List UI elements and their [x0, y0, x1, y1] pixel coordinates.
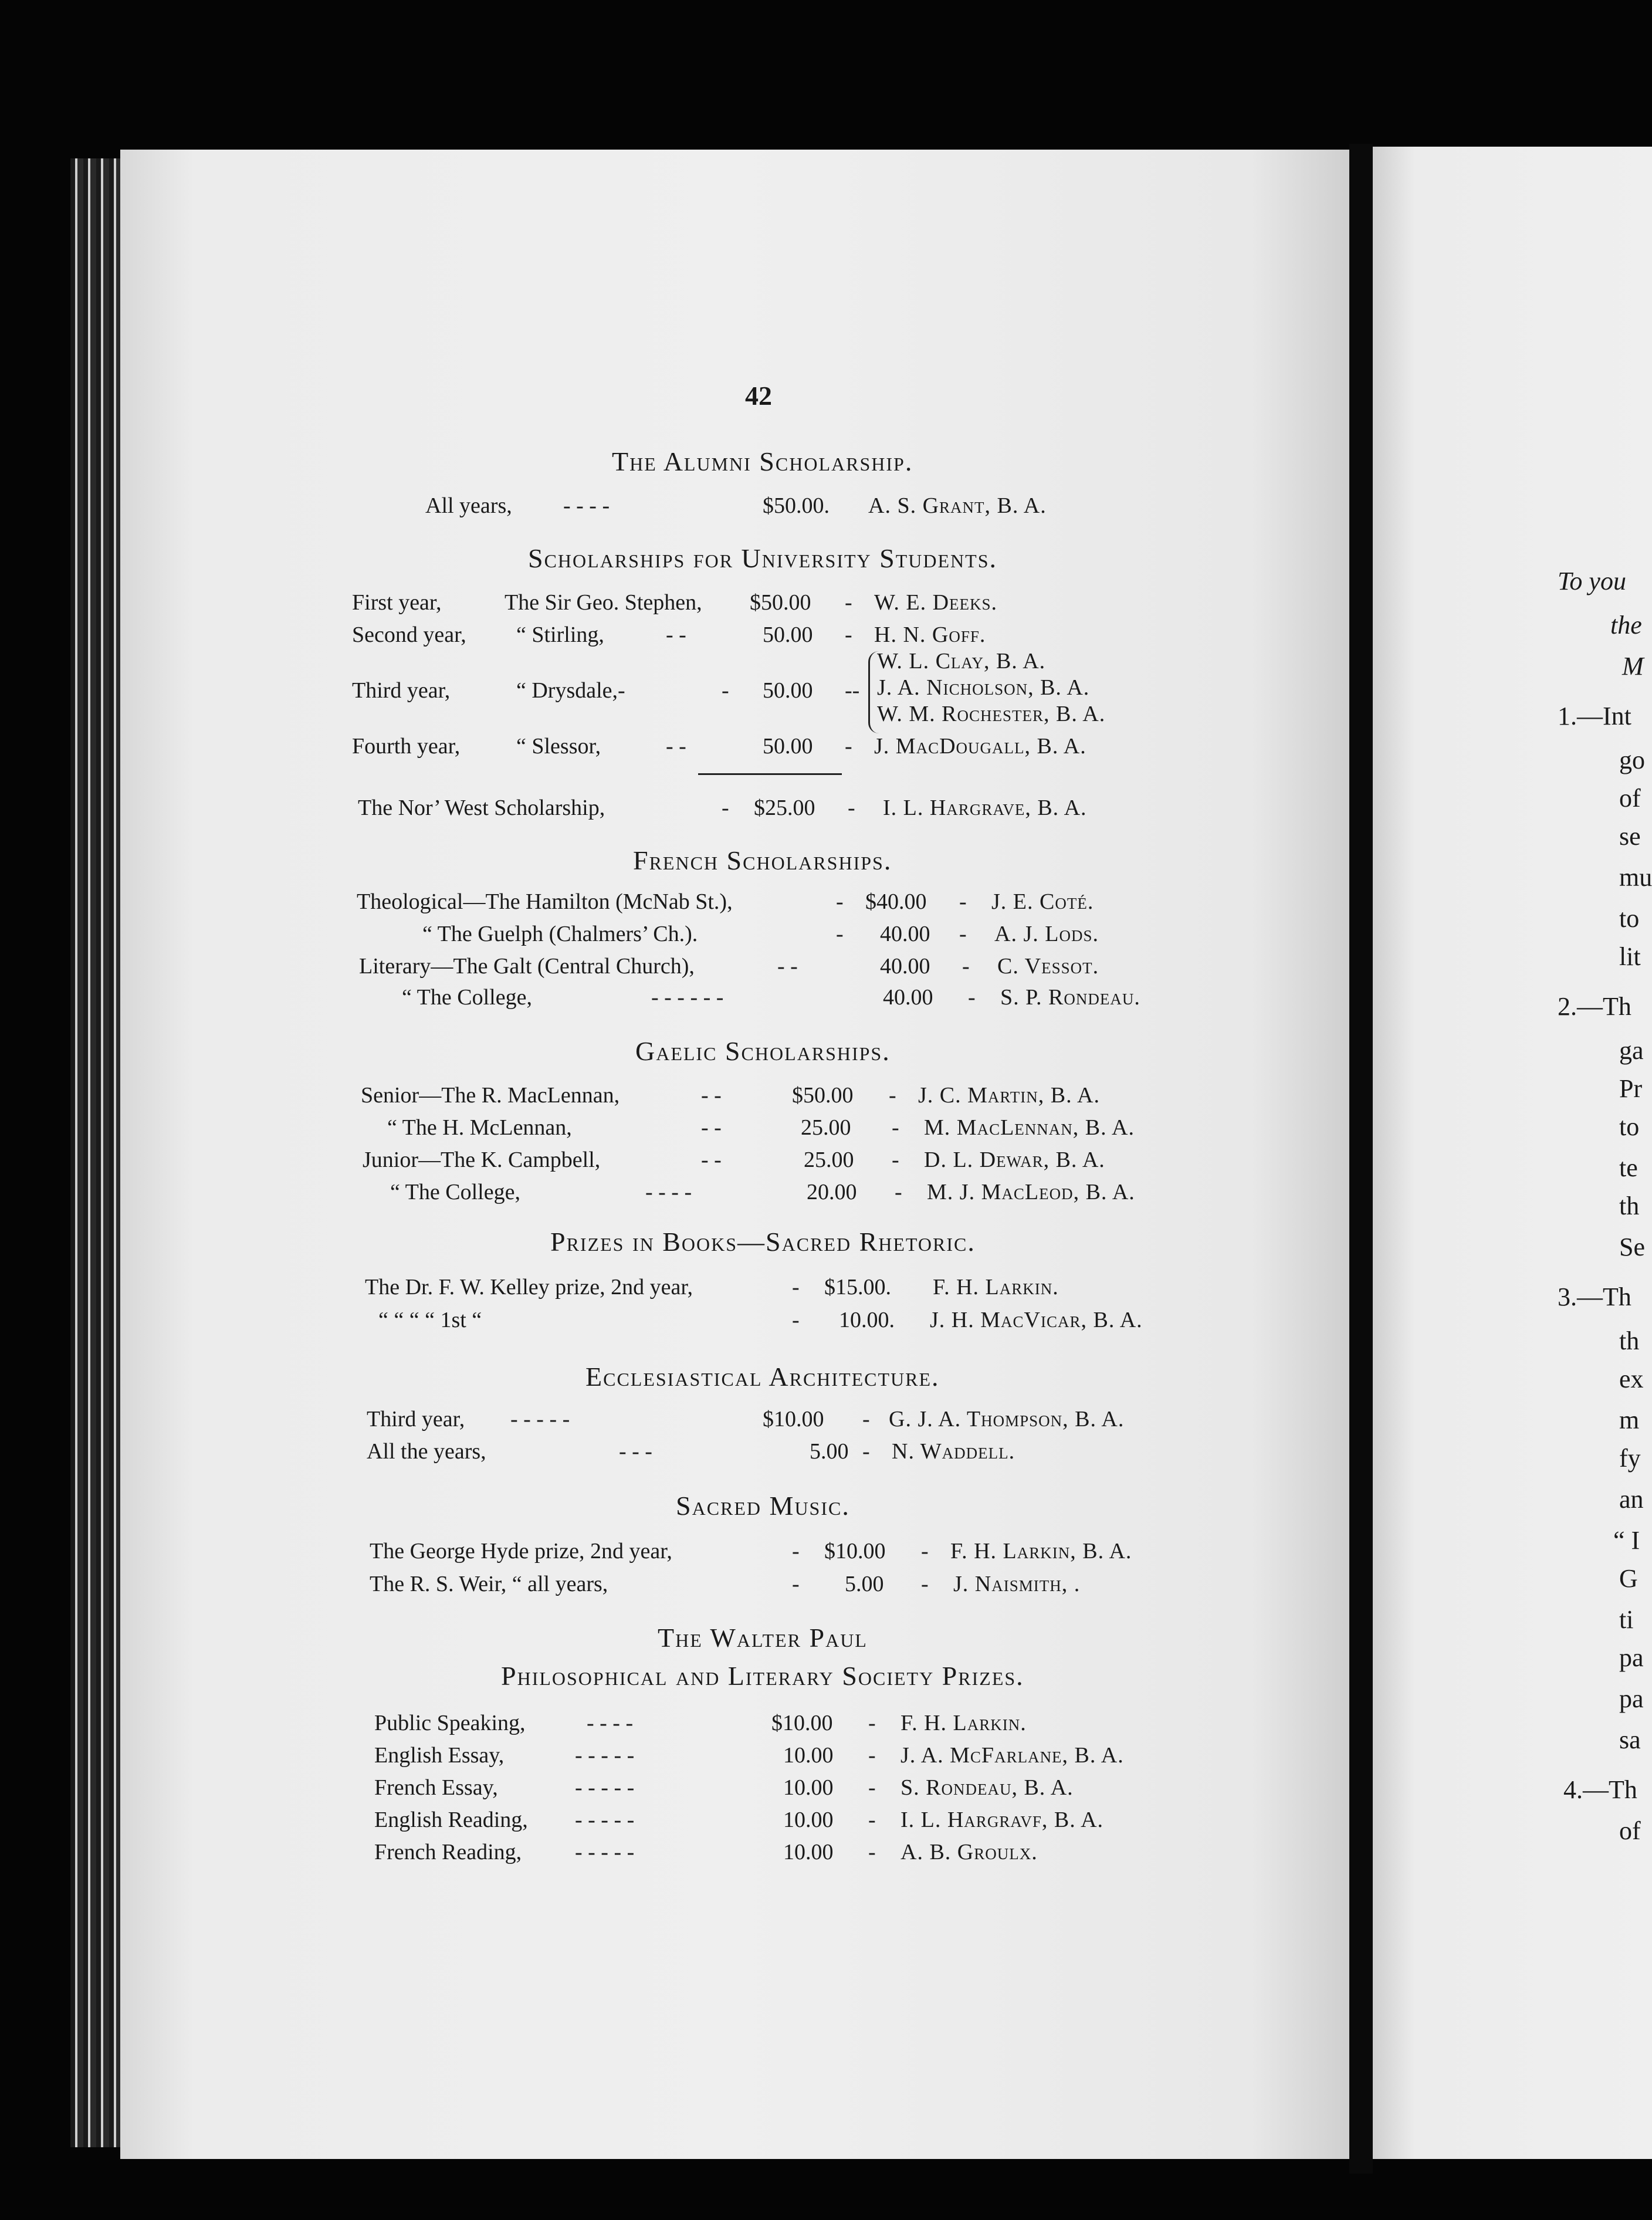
walter-row-2-amount: 10.00 [783, 1775, 834, 1800]
right-page-line-24: G [1619, 1564, 1638, 1593]
university-row-third-label: Third year, [352, 678, 451, 703]
university-row-fourth-dash: - [845, 734, 852, 759]
university-row-third-desc: “ Drysdale,- [516, 678, 625, 703]
architecture-row-0-leader: - - - - - [510, 1407, 570, 1432]
french-row-2-dash: - [962, 954, 970, 979]
right-page-line-10: 2.—Th [1558, 992, 1631, 1021]
gaelic-row-2-recipient: D. L. Dewar, B. A. [924, 1148, 1105, 1172]
university-row-fourth-amount: 50.00 [763, 734, 813, 759]
right-page-line-22: an [1619, 1485, 1644, 1514]
page-number: 42 [745, 381, 772, 411]
walter-row-4-leader: - - - - - [575, 1840, 635, 1864]
right-page-line-12: Pr [1619, 1074, 1643, 1103]
music-row-1-leader: - [792, 1572, 800, 1596]
university-row-second-desc: “ Stirling, [516, 622, 604, 647]
right-page-line-5: of [1619, 784, 1641, 813]
alumni-row-leader: - - - - [563, 493, 610, 518]
university-row-first-amount: $50.00 [750, 590, 811, 615]
university-row-third-leader: - [722, 678, 729, 703]
walter-row-1-dash: - [868, 1743, 876, 1768]
french-row-3-recipient: S. P. Rondeau. [1000, 985, 1140, 1010]
university-total-rule [698, 773, 842, 775]
music-row-0-recipient: F. H. Larkin, B. A. [950, 1539, 1132, 1564]
right-page-line-17: 3.—Th [1558, 1282, 1631, 1311]
right-page-line-0: To you [1558, 567, 1626, 595]
university-norwest-row-leader: - [722, 796, 729, 820]
music-row-1-recipient: J. Naismith, . [953, 1572, 1081, 1596]
right-page-line-14: te [1619, 1153, 1638, 1182]
alumni-row-recipient: A. S. Grant, B. A. [868, 493, 1047, 518]
university-row-first-dash: - [845, 590, 852, 615]
french-row-0-recipient: J. E. Coté. [991, 889, 1094, 914]
walter-row-2-leader: - - - - - [575, 1775, 635, 1800]
walter-row-1-amount: 10.00 [783, 1743, 834, 1768]
gaelic-row-3-dash: - [895, 1180, 902, 1204]
gaelic-row-2-leader: - - [701, 1148, 722, 1172]
university-row-fourth-label: Fourth year, [352, 734, 461, 759]
university-row-third-dash: -- [845, 678, 860, 703]
french-row-2-leader: - - [777, 954, 798, 979]
music-row-0-leader: - [792, 1539, 800, 1564]
music-row-0-dash: - [921, 1539, 929, 1564]
gaelic-row-1-label: “ The H. McLennan, [387, 1115, 572, 1140]
walter-row-2-label: French Essay, [374, 1775, 498, 1800]
gaelic-row-0-recipient: J. C. Martin, B. A. [918, 1083, 1100, 1108]
right-page-line-28: sa [1619, 1725, 1641, 1754]
walter-row-3-recipient: I. L. Hargravf, B. A. [901, 1808, 1104, 1832]
right-page-line-29: 4.—Th [1563, 1775, 1637, 1804]
alumni-row-label: All years, [425, 493, 512, 518]
walter-row-2-dash: - [868, 1775, 876, 1800]
right-page-line-18: th [1619, 1326, 1640, 1355]
walter-row-0-amount: $10.00 [771, 1711, 833, 1735]
french-row-1-leader: - [836, 922, 844, 946]
university-row-second-leader: - - [666, 622, 686, 647]
french-row-0-leader: - [836, 889, 844, 914]
university-row-third-recipient-0: W. L. Clay, B. A. [877, 649, 1046, 674]
architecture-row-0-dash: - [862, 1407, 870, 1432]
right-page-line-9: lit [1619, 942, 1641, 971]
music-row-1-amount: 5.00 [845, 1572, 884, 1596]
university-row-second-recipient: H. N. Goff. [874, 622, 986, 647]
right-page-line-4: go [1619, 746, 1645, 774]
heading-prizes-in-books: Prizes in Books—Sacred Rhetoric. [550, 1227, 976, 1257]
walter-row-2-recipient: S. Rondeau, B. A. [901, 1775, 1074, 1800]
gaelic-row-0-label: Senior—The R. MacLennan, [361, 1083, 620, 1108]
gaelic-row-3-leader: - - - - [645, 1180, 692, 1204]
university-row-second-dash: - [845, 622, 852, 647]
right-page-line-3: 1.—Int [1558, 702, 1631, 730]
heading-sacred-music: Sacred Music. [676, 1491, 850, 1521]
books-row-1-amount: 10.00. [839, 1308, 895, 1332]
university-row-first-label: First year, [352, 590, 442, 615]
walter-row-1-label: English Essay, [374, 1743, 505, 1768]
university-row-fourth-leader: - - [666, 734, 686, 759]
architecture-row-1-label: All the years, [367, 1439, 486, 1464]
right-page-line-25: ti [1619, 1605, 1634, 1634]
french-row-2-label: Literary—The Galt (Central Church), [359, 954, 695, 979]
french-row-3-leader: - - - - - - [651, 985, 724, 1010]
french-row-3-label: “ The College, [402, 985, 532, 1010]
heading-ecclesiastical-architecture: Ecclesiastical Architecture. [585, 1362, 940, 1392]
gaelic-row-3-label: “ The College, [390, 1180, 520, 1204]
french-row-3-amount: 40.00 [883, 985, 933, 1010]
walter-row-0-dash: - [868, 1711, 876, 1735]
right-page-line-16: Se [1619, 1233, 1645, 1261]
university-row-third-recipient-2: W. M. Rochester, B. A. [877, 702, 1106, 726]
university-norwest-row-recipient: I. L. Hargrave, B. A. [883, 796, 1087, 820]
french-row-3-dash: - [968, 985, 976, 1010]
university-row-first-recipient: W. E. Deeks. [874, 590, 998, 615]
french-row-1-dash: - [959, 922, 967, 946]
walter-row-1-recipient: J. A. McFarlane, B. A. [901, 1743, 1124, 1768]
walter-row-3-dash: - [868, 1808, 876, 1832]
right-page-line-6: se [1619, 822, 1641, 851]
right-page-line-20: m [1619, 1406, 1640, 1434]
university-row-fourth-recipient: J. MacDougall, B. A. [874, 734, 1086, 759]
french-row-0-amount: $40.00 [865, 889, 927, 914]
french-row-0-dash: - [959, 889, 967, 914]
university-norwest-row-label: The Nor’ West Scholarship, [358, 796, 605, 820]
french-row-1-label: “ The Guelph (Chalmers’ Ch.). [422, 922, 698, 946]
french-row-1-amount: 40.00 [880, 922, 930, 946]
architecture-row-0-recipient: G. J. A. Thompson, B. A. [889, 1407, 1125, 1432]
french-row-1-recipient: A. J. Lods. [994, 922, 1099, 946]
architecture-row-1-recipient: N. Waddell. [892, 1439, 1015, 1464]
heading-walter-paul: The Walter Paul [658, 1623, 868, 1653]
walter-row-3-label: English Reading, [374, 1808, 528, 1832]
books-row-0-amount: $15.00. [824, 1275, 891, 1299]
architecture-row-0-label: Third year, [367, 1407, 465, 1432]
architecture-row-1-dash: - [862, 1439, 870, 1464]
heading-gaelic-scholarships: Gaelic Scholarships. [635, 1036, 891, 1066]
walter-row-0-leader: - - - - [587, 1711, 634, 1735]
gaelic-row-2-amount: 25.00 [804, 1148, 854, 1172]
walter-row-4-recipient: A. B. Groulx. [901, 1840, 1038, 1864]
gaelic-row-2-dash: - [892, 1148, 899, 1172]
music-row-0-amount: $10.00 [824, 1539, 886, 1564]
university-row-fourth-desc: “ Slessor, [516, 734, 601, 759]
walter-row-0-recipient: F. H. Larkin. [901, 1711, 1027, 1735]
architecture-row-0-amount: $10.00 [763, 1407, 824, 1432]
right-page-line-21: fy [1619, 1444, 1641, 1473]
walter-row-4-label: French Reading, [374, 1840, 522, 1864]
university-row-first-desc: The Sir Geo. Stephen, [505, 590, 702, 615]
university-row-third-recipient-1: J. A. Nicholson, B. A. [877, 675, 1090, 700]
right-page-line-11: ga [1619, 1036, 1644, 1065]
heading-university-scholarships: Scholarships for University Students. [528, 543, 997, 573]
book-gutter [1349, 144, 1373, 2174]
alumni-row-amount: $50.00. [763, 493, 830, 518]
heading-alumni-scholarship: The Alumni Scholarship. [612, 446, 913, 476]
right-page-line-15: th [1619, 1192, 1640, 1220]
architecture-row-1-leader: - - - [619, 1439, 652, 1464]
gaelic-row-1-amount: 25.00 [801, 1115, 851, 1140]
university-norwest-row-amount: $25.00 [754, 796, 815, 820]
gaelic-row-0-leader: - - [701, 1083, 722, 1108]
gaelic-row-0-amount: $50.00 [792, 1083, 854, 1108]
gaelic-row-1-recipient: M. MacLennan, B. A. [924, 1115, 1135, 1140]
books-row-1-recipient: J. H. MacVicar, B. A. [930, 1308, 1143, 1332]
right-page-line-26: pa [1619, 1643, 1644, 1672]
books-row-0-recipient: F. H. Larkin. [933, 1275, 1059, 1299]
books-row-1-label: “ “ “ “ 1st “ [378, 1308, 482, 1332]
music-row-1-label: The R. S. Weir, “ all years, [370, 1572, 608, 1596]
walter-row-1-leader: - - - - - [575, 1743, 635, 1768]
french-row-2-recipient: C. Vessot. [997, 954, 1099, 979]
right-page-line-23: “ I [1613, 1526, 1640, 1555]
right-page-line-2: M [1622, 652, 1644, 681]
french-row-2-amount: 40.00 [880, 954, 930, 979]
right-page-line-27: pa [1619, 1684, 1644, 1713]
gaelic-row-1-leader: - - [701, 1115, 722, 1140]
right-page-line-19: ex [1619, 1365, 1644, 1393]
right-page-line-7: mu [1619, 863, 1652, 892]
books-row-0-leader: - [792, 1275, 800, 1299]
french-row-0-label: Theological—The Hamilton (McNab St.), [357, 889, 733, 914]
books-row-1-leader: - [792, 1308, 800, 1332]
right-page-line-13: to [1619, 1112, 1640, 1141]
university-row-second-label: Second year, [352, 622, 466, 647]
heading-philosophical-literary-prizes: Philosophical and Literary Society Prizes. [501, 1661, 1024, 1691]
gaelic-row-2-label: Junior—The K. Campbell, [363, 1148, 601, 1172]
university-row-third-amount: 50.00 [763, 678, 813, 703]
walter-row-0-label: Public Speaking, [374, 1711, 526, 1735]
right-page-line-1: the [1610, 611, 1642, 639]
heading-french-scholarships: French Scholarships. [633, 845, 892, 875]
right-page-line-8: to [1619, 904, 1640, 933]
right-page [1373, 147, 1652, 2159]
walter-row-4-dash: - [868, 1840, 876, 1864]
architecture-row-1-amount: 5.00 [810, 1439, 849, 1464]
walter-row-3-leader: - - - - - [575, 1808, 635, 1832]
right-page-line-30: of [1619, 1816, 1641, 1845]
music-row-0-label: The George Hyde prize, 2nd year, [370, 1539, 672, 1564]
walter-row-4-amount: 10.00 [783, 1840, 834, 1864]
gaelic-row-3-recipient: M. J. MacLeod, B. A. [927, 1180, 1135, 1204]
gaelic-row-1-dash: - [892, 1115, 899, 1140]
university-norwest-row-dash: - [848, 796, 855, 820]
books-row-0-label: The Dr. F. W. Kelley prize, 2nd year, [365, 1275, 693, 1299]
gaelic-row-3-amount: 20.00 [807, 1180, 857, 1204]
walter-row-3-amount: 10.00 [783, 1808, 834, 1832]
university-row-second-amount: 50.00 [763, 622, 813, 647]
gaelic-row-0-dash: - [889, 1083, 896, 1108]
music-row-1-dash: - [921, 1572, 929, 1596]
